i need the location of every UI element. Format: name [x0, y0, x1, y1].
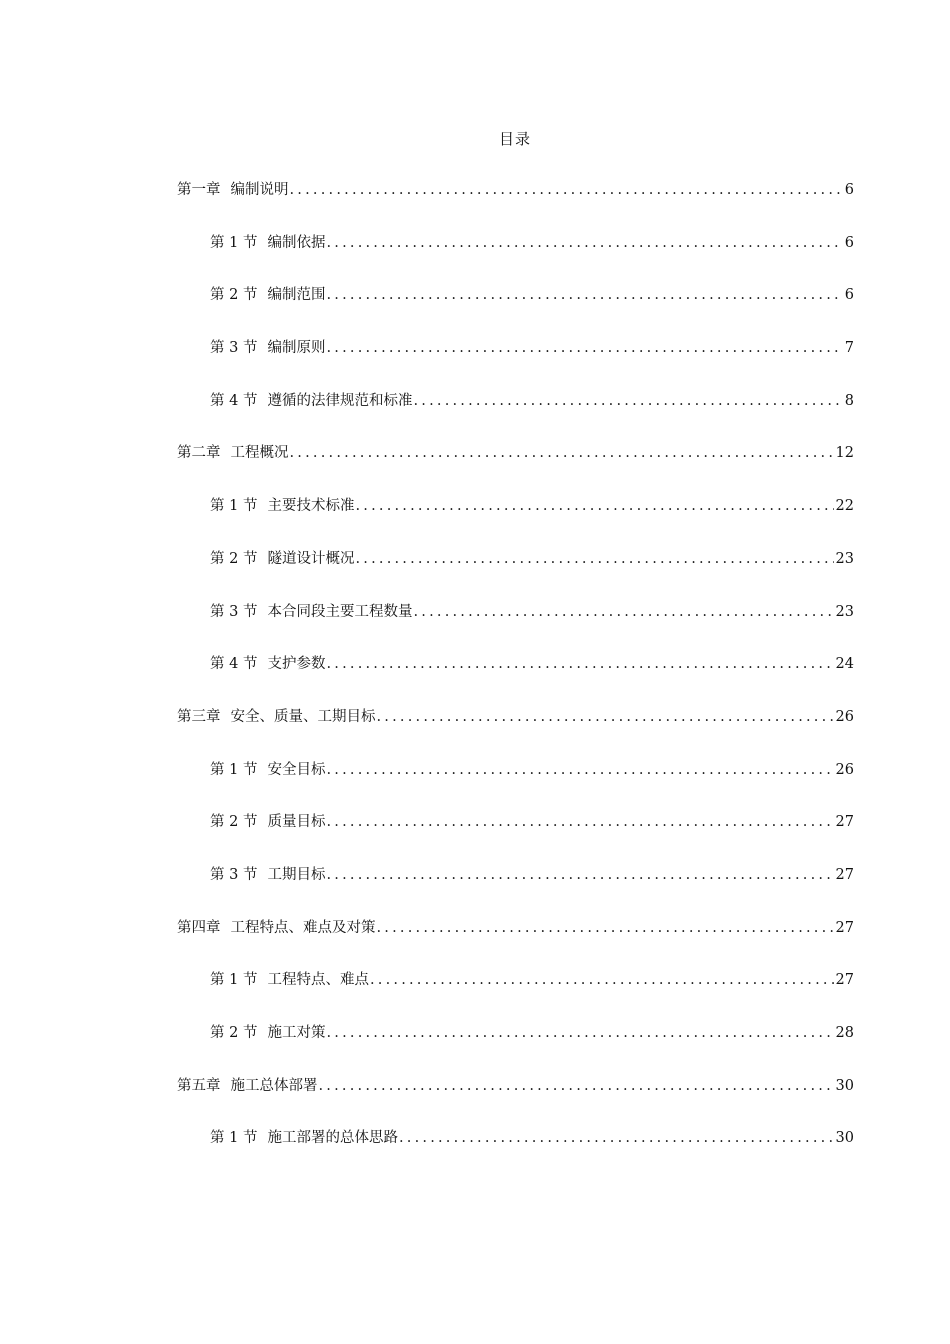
toc-entry-section[interactable] — [0, 810, 854, 863]
toc-entry-section[interactable] — [0, 389, 854, 442]
toc-entry-number: 第 4 节 — [210, 392, 258, 409]
toc-dot-leader — [377, 920, 834, 936]
toc-entry-section[interactable] — [0, 1126, 854, 1179]
toc-entry-number: 第 3 节 — [210, 340, 258, 357]
toc-page-number: 6 — [844, 287, 854, 304]
toc-entry-section[interactable] — [0, 968, 854, 1021]
toc-dot-leader — [326, 814, 833, 830]
toc-dot-leader — [326, 235, 842, 251]
toc-page-number: 12 — [835, 445, 854, 462]
toc-entry-chapter-5[interactable] — [0, 1074, 854, 1127]
toc-entry-label — [177, 441, 289, 462]
toc-entry-label — [210, 1126, 398, 1147]
toc-page-number: 27 — [835, 814, 854, 831]
toc-entry-title: 编制原则 — [267, 340, 326, 357]
toc-entry-number: 第 2 节 — [210, 287, 258, 304]
toc-entry-section[interactable] — [0, 652, 854, 705]
toc-entry-section[interactable] — [0, 1021, 854, 1074]
toc-dot-leader — [413, 604, 833, 620]
toc-entry-number: 第一章 — [177, 182, 221, 198]
toc-entry-title: 施工总体部署 — [230, 1077, 318, 1094]
toc-entry-chapter-1[interactable] — [0, 178, 854, 231]
toc-dot-leader — [326, 762, 833, 778]
toc-dot-leader — [326, 340, 842, 356]
toc-dot-leader — [326, 1025, 833, 1041]
toc-entry-chapter-2[interactable] — [0, 441, 854, 494]
toc-entry-number: 第 4 节 — [210, 656, 258, 673]
toc-entry-label — [210, 231, 325, 252]
toc-entry-number: 第二章 — [177, 445, 221, 462]
toc-list — [0, 178, 950, 1179]
toc-entry-title: 本合同段主要工程数量 — [267, 603, 413, 620]
toc-entry-label — [210, 494, 354, 515]
toc-page-number: 27 — [835, 866, 854, 883]
toc-page-number: 27 — [835, 919, 854, 936]
toc-entry-title: 安全目标 — [267, 761, 326, 778]
toc-dot-leader — [370, 972, 834, 988]
toc-page-number: 27 — [835, 972, 854, 989]
toc-entry-title: 主要技术标准 — [267, 498, 355, 515]
toc-entry-section[interactable] — [0, 863, 854, 916]
toc-entry-section[interactable] — [0, 231, 854, 284]
toc-entry-number: 第 2 节 — [210, 1025, 258, 1041]
toc-entry-number: 第 1 节 — [210, 498, 258, 515]
toc-entry-section[interactable] — [0, 494, 854, 547]
toc-page-number: 24 — [835, 656, 854, 673]
toc-entry-label — [210, 389, 412, 410]
toc-entry-label — [177, 1074, 318, 1095]
toc-entry-section[interactable] — [0, 600, 854, 653]
toc-page-number: 6 — [844, 234, 854, 251]
toc-entry-label — [210, 1021, 325, 1042]
toc-entry-label — [210, 283, 325, 304]
toc-entry-label — [210, 600, 412, 621]
toc-dot-leader — [413, 393, 842, 409]
toc-entry-title: 支护参数 — [267, 656, 326, 673]
toc-entry-title: 工程特点、难点 — [267, 972, 369, 989]
toc-entry-number: 第 1 节 — [210, 1130, 258, 1147]
toc-entry-number: 第 3 节 — [210, 603, 258, 620]
toc-entry-title: 质量目标 — [267, 814, 326, 831]
toc-entry-section[interactable] — [0, 283, 854, 336]
toc-entry-label — [177, 178, 289, 199]
toc-entry-section[interactable] — [0, 758, 854, 811]
toc-page-number: 23 — [835, 603, 854, 620]
toc-entry-label — [210, 863, 325, 884]
toc-entry-chapter-3[interactable] — [0, 705, 854, 758]
toc-dot-leader — [326, 287, 842, 303]
toc-entry-label — [210, 652, 325, 673]
toc-dot-leader — [326, 867, 833, 883]
toc-entry-number: 第四章 — [177, 919, 221, 936]
toc-entry-title: 遵循的法律规范和标准 — [267, 392, 413, 409]
toc-page-number: 28 — [835, 1025, 854, 1041]
toc-page-number: 6 — [844, 182, 854, 198]
toc-entry-number: 第 3 节 — [210, 866, 258, 883]
toc-entry-number: 第 1 节 — [210, 761, 258, 778]
toc-entry-title: 安全、质量、工期目标 — [230, 708, 376, 725]
toc-entry-title: 工程特点、难点及对策 — [230, 919, 376, 936]
toc-entry-number: 第 2 节 — [210, 550, 258, 567]
toc-entry-title: 施工部署的总体思路 — [267, 1130, 398, 1147]
toc-entry-label — [210, 810, 325, 831]
toc-entry-label — [210, 547, 354, 568]
toc-entry-title: 工程概况 — [230, 445, 289, 462]
toc-entry-section[interactable] — [0, 547, 854, 600]
toc-dot-leader — [399, 1130, 834, 1146]
toc-entry-number: 第五章 — [177, 1077, 221, 1094]
toc-dot-leader — [377, 709, 834, 725]
toc-page-number: 23 — [835, 550, 854, 567]
toc-page-number: 26 — [835, 708, 854, 725]
toc-entry-label — [177, 916, 376, 937]
toc-dot-leader — [290, 182, 843, 198]
toc-dot-leader — [290, 445, 834, 461]
toc-page-number: 8 — [844, 392, 854, 409]
toc-entry-label — [210, 336, 325, 357]
toc-entry-section[interactable] — [0, 336, 854, 389]
toc-page-number: 26 — [835, 761, 854, 778]
toc-entry-title: 隧道设计概况 — [267, 550, 355, 567]
toc-page-number: 30 — [835, 1077, 854, 1094]
toc-entry-number: 第三章 — [177, 708, 221, 725]
toc-page-number: 22 — [835, 498, 854, 515]
toc-entry-title: 施工对策 — [267, 1025, 326, 1041]
toc-entry-label — [210, 758, 325, 779]
toc-entry-label — [210, 968, 369, 989]
toc-entry-label — [177, 705, 376, 726]
toc-entry-title: 编制依据 — [267, 234, 326, 251]
toc-title: 目录 — [498, 130, 531, 148]
toc-dot-leader — [326, 656, 833, 672]
toc-entry-number: 第 1 节 — [210, 972, 258, 989]
toc-dot-leader — [355, 551, 833, 567]
toc-entry-number: 第 1 节 — [210, 234, 258, 251]
toc-page-number: 30 — [835, 1130, 854, 1147]
toc-entry-title: 编制范围 — [267, 287, 326, 304]
toc-entry-chapter-4[interactable] — [0, 916, 854, 969]
toc-entry-number: 第 2 节 — [210, 814, 258, 831]
toc-entry-title: 工期目标 — [267, 866, 326, 883]
toc-dot-leader — [319, 1078, 834, 1094]
toc-dot-leader — [355, 498, 833, 514]
toc-entry-title: 编制说明 — [230, 182, 289, 198]
toc-page-number: 7 — [844, 340, 854, 357]
